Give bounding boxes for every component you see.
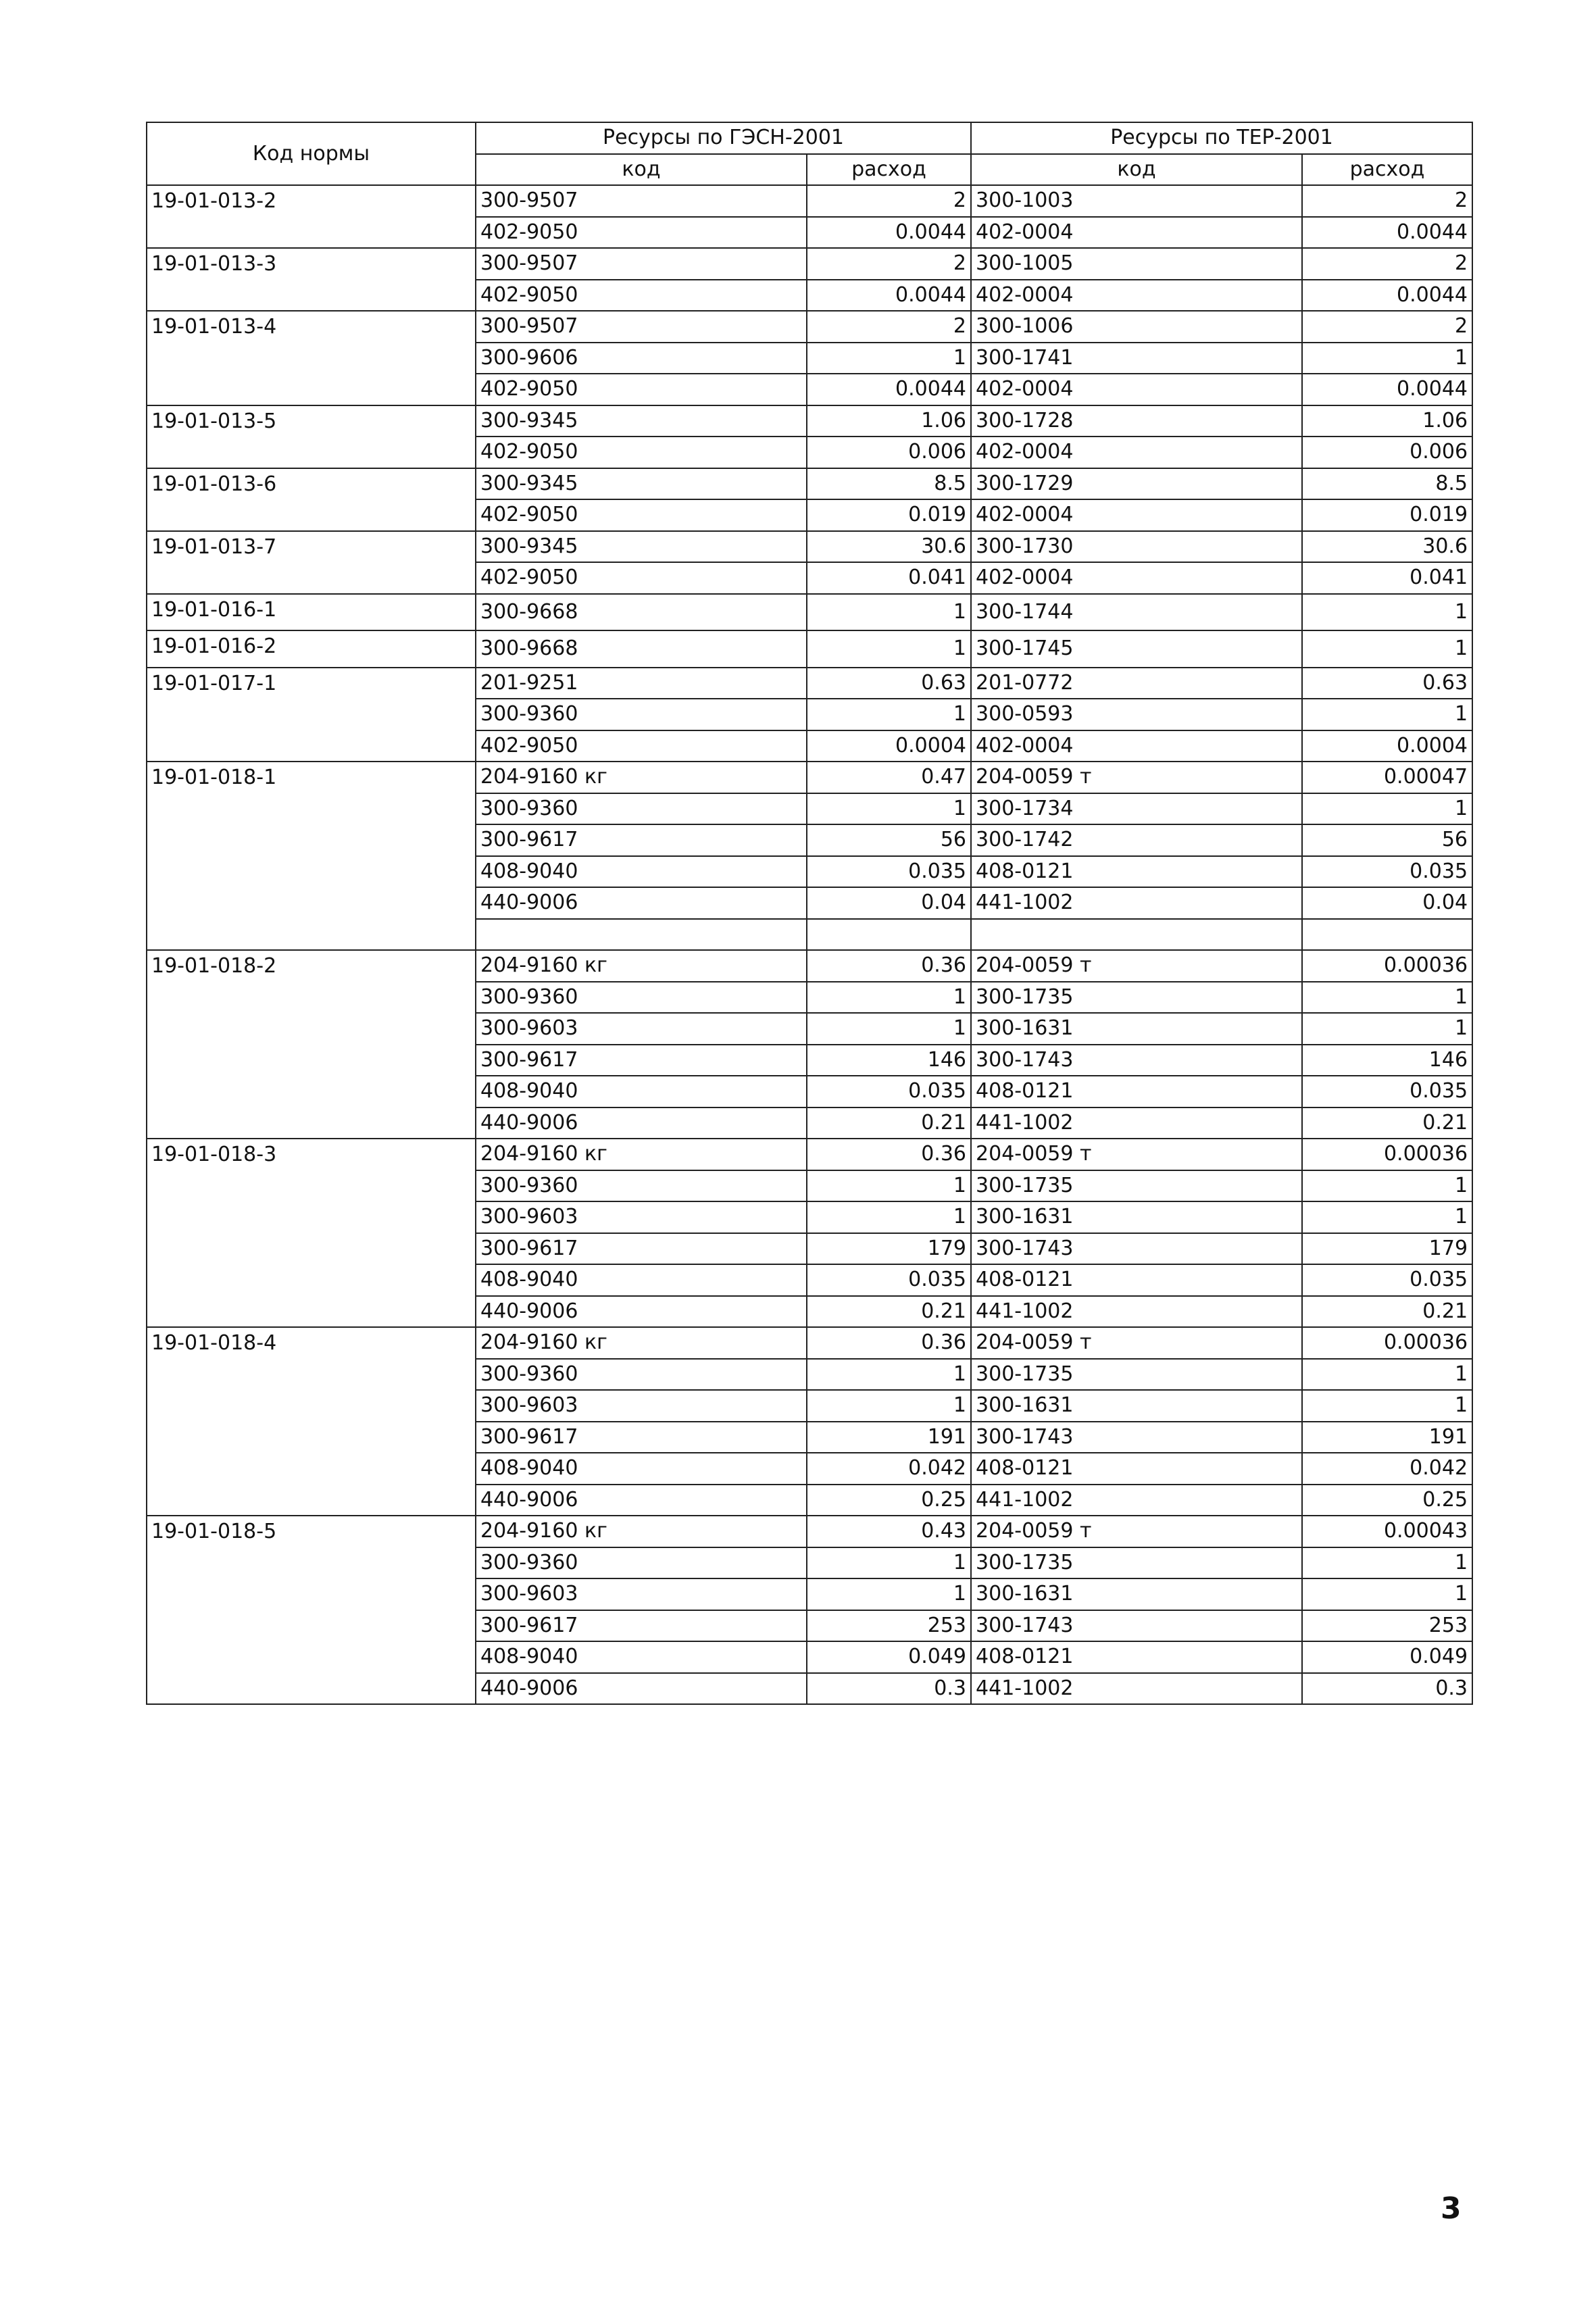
gesn-consumption-cell: 253 (807, 1610, 971, 1642)
gesn-code-cell: 300-9603 (476, 1013, 807, 1045)
gesn-consumption-cell: 0.049 (807, 1641, 971, 1673)
ter-code-cell: 441-1002 (971, 1107, 1302, 1139)
ter-code-cell (971, 919, 1302, 951)
table-body (147, 185, 1472, 1704)
header-gesn-code: код (476, 154, 807, 186)
gesn-consumption-cell: 1.06 (807, 405, 971, 437)
gesn-consumption-cell: 1 (807, 1547, 971, 1579)
gesn-consumption-cell: 1 (807, 1201, 971, 1233)
ter-code-cell: 441-1002 (971, 1296, 1302, 1328)
gesn-code-cell: 402-9050 (476, 280, 807, 312)
ter-consumption-cell: 0.035 (1302, 1264, 1472, 1296)
table-row (147, 762, 1472, 793)
gesn-code-cell: 408-9040 (476, 1264, 807, 1296)
gesn-consumption-cell: 0.0004 (807, 730, 971, 762)
ter-consumption-cell: 0.019 (1302, 499, 1472, 531)
ter-code-cell: 300-1735 (971, 1359, 1302, 1391)
ter-code-cell: 300-1743 (971, 1045, 1302, 1076)
ter-consumption-cell: 0.00036 (1302, 950, 1472, 982)
norm-code-cell: 19-01-018-1 (147, 762, 476, 950)
ter-code-cell: 300-1735 (971, 1170, 1302, 1202)
ter-consumption-cell: 1 (1302, 1013, 1472, 1045)
ter-consumption-cell: 1 (1302, 982, 1472, 1014)
ter-consumption-cell: 0.04 (1302, 887, 1472, 919)
gesn-code-cell: 300-9345 (476, 468, 807, 500)
gesn-code-cell: 300-9345 (476, 531, 807, 563)
norm-code-cell: 19-01-018-2 (147, 950, 476, 1139)
ter-code-cell: 204-0059 т (971, 1516, 1302, 1547)
norm-code-cell: 19-01-013-2 (147, 185, 476, 248)
ter-consumption-cell: 0.00047 (1302, 762, 1472, 793)
gesn-code-cell: 204-9160 кг (476, 1516, 807, 1547)
ter-consumption-cell: 0.0044 (1302, 217, 1472, 249)
ter-code-cell: 300-1728 (971, 405, 1302, 437)
gesn-code-cell: 408-9040 (476, 1641, 807, 1673)
table-row (147, 405, 1472, 437)
gesn-consumption-cell: 0.035 (807, 1076, 971, 1107)
ter-code-cell: 204-0059 т (971, 950, 1302, 982)
gesn-consumption-cell: 0.36 (807, 950, 971, 982)
ter-consumption-cell: 0.3 (1302, 1673, 1472, 1705)
ter-consumption-cell: 0.042 (1302, 1453, 1472, 1485)
ter-consumption-cell: 1 (1302, 1170, 1472, 1202)
gesn-consumption-cell: 0.019 (807, 499, 971, 531)
gesn-consumption-cell: 0.041 (807, 562, 971, 594)
ter-consumption-cell: 0.041 (1302, 562, 1472, 594)
gesn-consumption-cell: 1 (807, 1013, 971, 1045)
gesn-code-cell: 300-9360 (476, 699, 807, 730)
ter-code-cell: 408-0121 (971, 1076, 1302, 1107)
ter-consumption-cell: 8.5 (1302, 468, 1472, 500)
ter-code-cell: 300-1744 (971, 594, 1302, 631)
ter-consumption-cell: 0.21 (1302, 1296, 1472, 1328)
resource-table (146, 122, 1473, 1705)
gesn-consumption-cell: 1 (807, 1170, 971, 1202)
ter-code-cell: 300-1005 (971, 248, 1302, 280)
ter-consumption-cell: 0.035 (1302, 856, 1472, 888)
norm-code-cell: 19-01-016-2 (147, 630, 476, 668)
gesn-consumption-cell: 1 (807, 793, 971, 825)
norm-code-cell: 19-01-013-6 (147, 468, 476, 531)
ter-consumption-cell: 1 (1302, 630, 1472, 668)
header-gesn-consumption: расход (807, 154, 971, 186)
gesn-consumption-cell: 2 (807, 311, 971, 343)
header-ter-group: Ресурсы по ТЕР-2001 (971, 122, 1472, 154)
ter-consumption-cell: 1 (1302, 793, 1472, 825)
gesn-consumption-cell: 0.36 (807, 1139, 971, 1170)
gesn-code-cell: 408-9040 (476, 1076, 807, 1107)
ter-code-cell: 300-1745 (971, 630, 1302, 668)
norm-code-cell: 19-01-013-7 (147, 531, 476, 594)
table-row (147, 311, 1472, 343)
gesn-code-cell: 402-9050 (476, 217, 807, 249)
header-gesn-group: Ресурсы по ГЭСН-2001 (476, 122, 971, 154)
gesn-consumption-cell: 191 (807, 1422, 971, 1453)
norm-code-cell: 19-01-017-1 (147, 668, 476, 762)
ter-code-cell: 441-1002 (971, 887, 1302, 919)
gesn-code-cell: 440-9006 (476, 1107, 807, 1139)
gesn-consumption-cell: 1 (807, 1578, 971, 1610)
ter-code-cell: 408-0121 (971, 856, 1302, 888)
ter-consumption-cell: 0.25 (1302, 1485, 1472, 1516)
gesn-consumption-cell: 1 (807, 1390, 971, 1422)
ter-code-cell: 300-1631 (971, 1578, 1302, 1610)
ter-consumption-cell: 1 (1302, 1390, 1472, 1422)
norm-code-cell: 19-01-013-4 (147, 311, 476, 405)
ter-consumption-cell: 0.0044 (1302, 280, 1472, 312)
table-row (147, 594, 1472, 631)
table-row (147, 185, 1472, 217)
ter-consumption-cell: 0.049 (1302, 1641, 1472, 1673)
ter-code-cell: 204-0059 т (971, 1327, 1302, 1359)
norm-code-cell: 19-01-018-3 (147, 1139, 476, 1327)
ter-code-cell: 408-0121 (971, 1264, 1302, 1296)
gesn-consumption-cell: 146 (807, 1045, 971, 1076)
norm-code-cell: 19-01-018-5 (147, 1516, 476, 1704)
ter-code-cell: 204-0059 т (971, 762, 1302, 793)
gesn-code-cell: 204-9160 кг (476, 1139, 807, 1170)
ter-consumption-cell: 191 (1302, 1422, 1472, 1453)
gesn-consumption-cell: 1 (807, 594, 971, 631)
ter-consumption-cell: 0.00036 (1302, 1327, 1472, 1359)
table-row (147, 248, 1472, 280)
ter-consumption-cell: 0.006 (1302, 437, 1472, 468)
header-norm-code: Код нормы (147, 122, 476, 185)
ter-code-cell: 204-0059 т (971, 1139, 1302, 1170)
header-ter-code: код (971, 154, 1302, 186)
gesn-code-cell: 402-9050 (476, 562, 807, 594)
table-row (147, 1139, 1472, 1170)
gesn-consumption-cell: 0.042 (807, 1453, 971, 1485)
ter-code-cell: 300-1003 (971, 185, 1302, 217)
table-row (147, 531, 1472, 563)
ter-consumption-cell: 146 (1302, 1045, 1472, 1076)
gesn-code-cell: 402-9050 (476, 730, 807, 762)
gesn-code-cell: 402-9050 (476, 437, 807, 468)
gesn-code-cell: 300-9617 (476, 824, 807, 856)
gesn-consumption-cell: 0.21 (807, 1296, 971, 1328)
ter-code-cell: 408-0121 (971, 1453, 1302, 1485)
gesn-consumption-cell: 0.3 (807, 1673, 971, 1705)
gesn-code-cell: 440-9006 (476, 1673, 807, 1705)
gesn-consumption-cell: 1 (807, 630, 971, 668)
gesn-code-cell: 204-9160 кг (476, 1327, 807, 1359)
gesn-code-cell: 300-9507 (476, 311, 807, 343)
gesn-consumption-cell: 0.0044 (807, 374, 971, 405)
gesn-consumption-cell: 0.006 (807, 437, 971, 468)
gesn-consumption-cell: 0.43 (807, 1516, 971, 1547)
gesn-consumption-cell: 1 (807, 343, 971, 374)
gesn-consumption-cell: 0.035 (807, 856, 971, 888)
gesn-consumption-cell: 30.6 (807, 531, 971, 563)
header-ter-consumption: расход (1302, 154, 1472, 186)
ter-consumption-cell: 56 (1302, 824, 1472, 856)
gesn-consumption-cell: 0.035 (807, 1264, 971, 1296)
ter-code-cell: 300-1631 (971, 1390, 1302, 1422)
gesn-consumption-cell: 2 (807, 248, 971, 280)
gesn-code-cell: 408-9040 (476, 856, 807, 888)
gesn-code-cell: 300-9617 (476, 1045, 807, 1076)
ter-consumption-cell: 1.06 (1302, 405, 1472, 437)
ter-code-cell: 201-0772 (971, 668, 1302, 699)
table-row (147, 1516, 1472, 1547)
gesn-consumption-cell: 0.47 (807, 762, 971, 793)
ter-code-cell: 300-1735 (971, 982, 1302, 1014)
ter-consumption-cell: 1 (1302, 343, 1472, 374)
gesn-code-cell: 440-9006 (476, 887, 807, 919)
ter-code-cell: 300-1631 (971, 1201, 1302, 1233)
norm-code-cell: 19-01-018-4 (147, 1327, 476, 1516)
ter-consumption-cell: 0.0004 (1302, 730, 1472, 762)
ter-code-cell: 402-0004 (971, 280, 1302, 312)
ter-code-cell: 300-1742 (971, 824, 1302, 856)
gesn-consumption-cell: 0.63 (807, 668, 971, 699)
gesn-consumption-cell: 179 (807, 1233, 971, 1265)
gesn-code-cell: 300-9507 (476, 185, 807, 217)
ter-consumption-cell: 0.0044 (1302, 374, 1472, 405)
gesn-code-cell: 204-9160 кг (476, 950, 807, 982)
ter-code-cell: 300-1631 (971, 1013, 1302, 1045)
gesn-consumption-cell (807, 919, 971, 951)
ter-code-cell: 300-1734 (971, 793, 1302, 825)
gesn-code-cell: 300-9617 (476, 1422, 807, 1453)
gesn-code-cell: 300-9603 (476, 1390, 807, 1422)
norm-code-cell: 19-01-013-3 (147, 248, 476, 311)
gesn-code-cell: 204-9160 кг (476, 762, 807, 793)
table-row (147, 1327, 1472, 1359)
gesn-code-cell: 300-9360 (476, 982, 807, 1014)
gesn-consumption-cell: 56 (807, 824, 971, 856)
gesn-code-cell (476, 919, 807, 951)
gesn-consumption-cell: 0.25 (807, 1485, 971, 1516)
gesn-code-cell: 300-9617 (476, 1610, 807, 1642)
ter-consumption-cell: 179 (1302, 1233, 1472, 1265)
ter-consumption-cell: 1 (1302, 594, 1472, 631)
gesn-consumption-cell: 8.5 (807, 468, 971, 500)
ter-code-cell: 300-1735 (971, 1547, 1302, 1579)
ter-code-cell: 402-0004 (971, 562, 1302, 594)
ter-consumption-cell: 2 (1302, 185, 1472, 217)
ter-consumption-cell: 2 (1302, 311, 1472, 343)
gesn-code-cell: 300-9668 (476, 630, 807, 668)
gesn-consumption-cell: 0.0044 (807, 280, 971, 312)
norm-code-cell: 19-01-016-1 (147, 594, 476, 631)
gesn-code-cell: 300-9345 (476, 405, 807, 437)
ter-code-cell: 300-1729 (971, 468, 1302, 500)
gesn-consumption-cell: 0.0044 (807, 217, 971, 249)
gesn-code-cell: 408-9040 (476, 1453, 807, 1485)
ter-consumption-cell (1302, 919, 1472, 951)
gesn-code-cell: 300-9360 (476, 1359, 807, 1391)
gesn-code-cell: 300-9668 (476, 594, 807, 631)
gesn-code-cell: 440-9006 (476, 1485, 807, 1516)
gesn-code-cell: 300-9603 (476, 1201, 807, 1233)
table-row (147, 668, 1472, 699)
gesn-consumption-cell: 0.21 (807, 1107, 971, 1139)
gesn-code-cell: 300-9617 (476, 1233, 807, 1265)
ter-consumption-cell: 1 (1302, 1201, 1472, 1233)
gesn-code-cell: 300-9360 (476, 1170, 807, 1202)
ter-consumption-cell: 0.035 (1302, 1076, 1472, 1107)
gesn-consumption-cell: 0.04 (807, 887, 971, 919)
gesn-code-cell: 300-9603 (476, 1578, 807, 1610)
table-row (147, 630, 1472, 668)
ter-code-cell: 402-0004 (971, 217, 1302, 249)
gesn-code-cell: 300-9360 (476, 793, 807, 825)
ter-code-cell: 402-0004 (971, 374, 1302, 405)
ter-code-cell: 402-0004 (971, 730, 1302, 762)
ter-code-cell: 441-1002 (971, 1485, 1302, 1516)
ter-consumption-cell: 0.00043 (1302, 1516, 1472, 1547)
ter-code-cell: 300-0593 (971, 699, 1302, 730)
header-row-1 (147, 122, 1472, 154)
ter-consumption-cell: 1 (1302, 1547, 1472, 1579)
ter-code-cell: 300-1743 (971, 1233, 1302, 1265)
norm-code-cell: 19-01-013-5 (147, 405, 476, 468)
gesn-consumption-cell: 0.36 (807, 1327, 971, 1359)
gesn-code-cell: 300-9507 (476, 248, 807, 280)
ter-code-cell: 441-1002 (971, 1673, 1302, 1705)
ter-code-cell: 300-1741 (971, 343, 1302, 374)
ter-code-cell: 402-0004 (971, 437, 1302, 468)
ter-code-cell: 402-0004 (971, 499, 1302, 531)
gesn-consumption-cell: 1 (807, 699, 971, 730)
gesn-code-cell: 300-9606 (476, 343, 807, 374)
ter-consumption-cell: 1 (1302, 1359, 1472, 1391)
ter-code-cell: 300-1743 (971, 1610, 1302, 1642)
ter-consumption-cell: 2 (1302, 248, 1472, 280)
gesn-code-cell: 402-9050 (476, 499, 807, 531)
ter-code-cell: 408-0121 (971, 1641, 1302, 1673)
gesn-code-cell: 300-9360 (476, 1547, 807, 1579)
gesn-consumption-cell: 2 (807, 185, 971, 217)
ter-consumption-cell: 30.6 (1302, 531, 1472, 563)
gesn-consumption-cell: 1 (807, 1359, 971, 1391)
ter-consumption-cell: 1 (1302, 699, 1472, 730)
ter-consumption-cell: 1 (1302, 1578, 1472, 1610)
ter-code-cell: 300-1743 (971, 1422, 1302, 1453)
ter-consumption-cell: 0.63 (1302, 668, 1472, 699)
gesn-code-cell: 402-9050 (476, 374, 807, 405)
ter-code-cell: 300-1006 (971, 311, 1302, 343)
gesn-code-cell: 440-9006 (476, 1296, 807, 1328)
ter-code-cell: 300-1730 (971, 531, 1302, 563)
ter-consumption-cell: 253 (1302, 1610, 1472, 1642)
gesn-code-cell: 201-9251 (476, 668, 807, 699)
gesn-consumption-cell: 1 (807, 982, 971, 1014)
table-row (147, 950, 1472, 982)
page-number: 3 (1441, 2191, 1462, 2226)
ter-consumption-cell: 0.21 (1302, 1107, 1472, 1139)
table-header (147, 122, 1472, 185)
table-row (147, 468, 1472, 500)
ter-consumption-cell: 0.00036 (1302, 1139, 1472, 1170)
